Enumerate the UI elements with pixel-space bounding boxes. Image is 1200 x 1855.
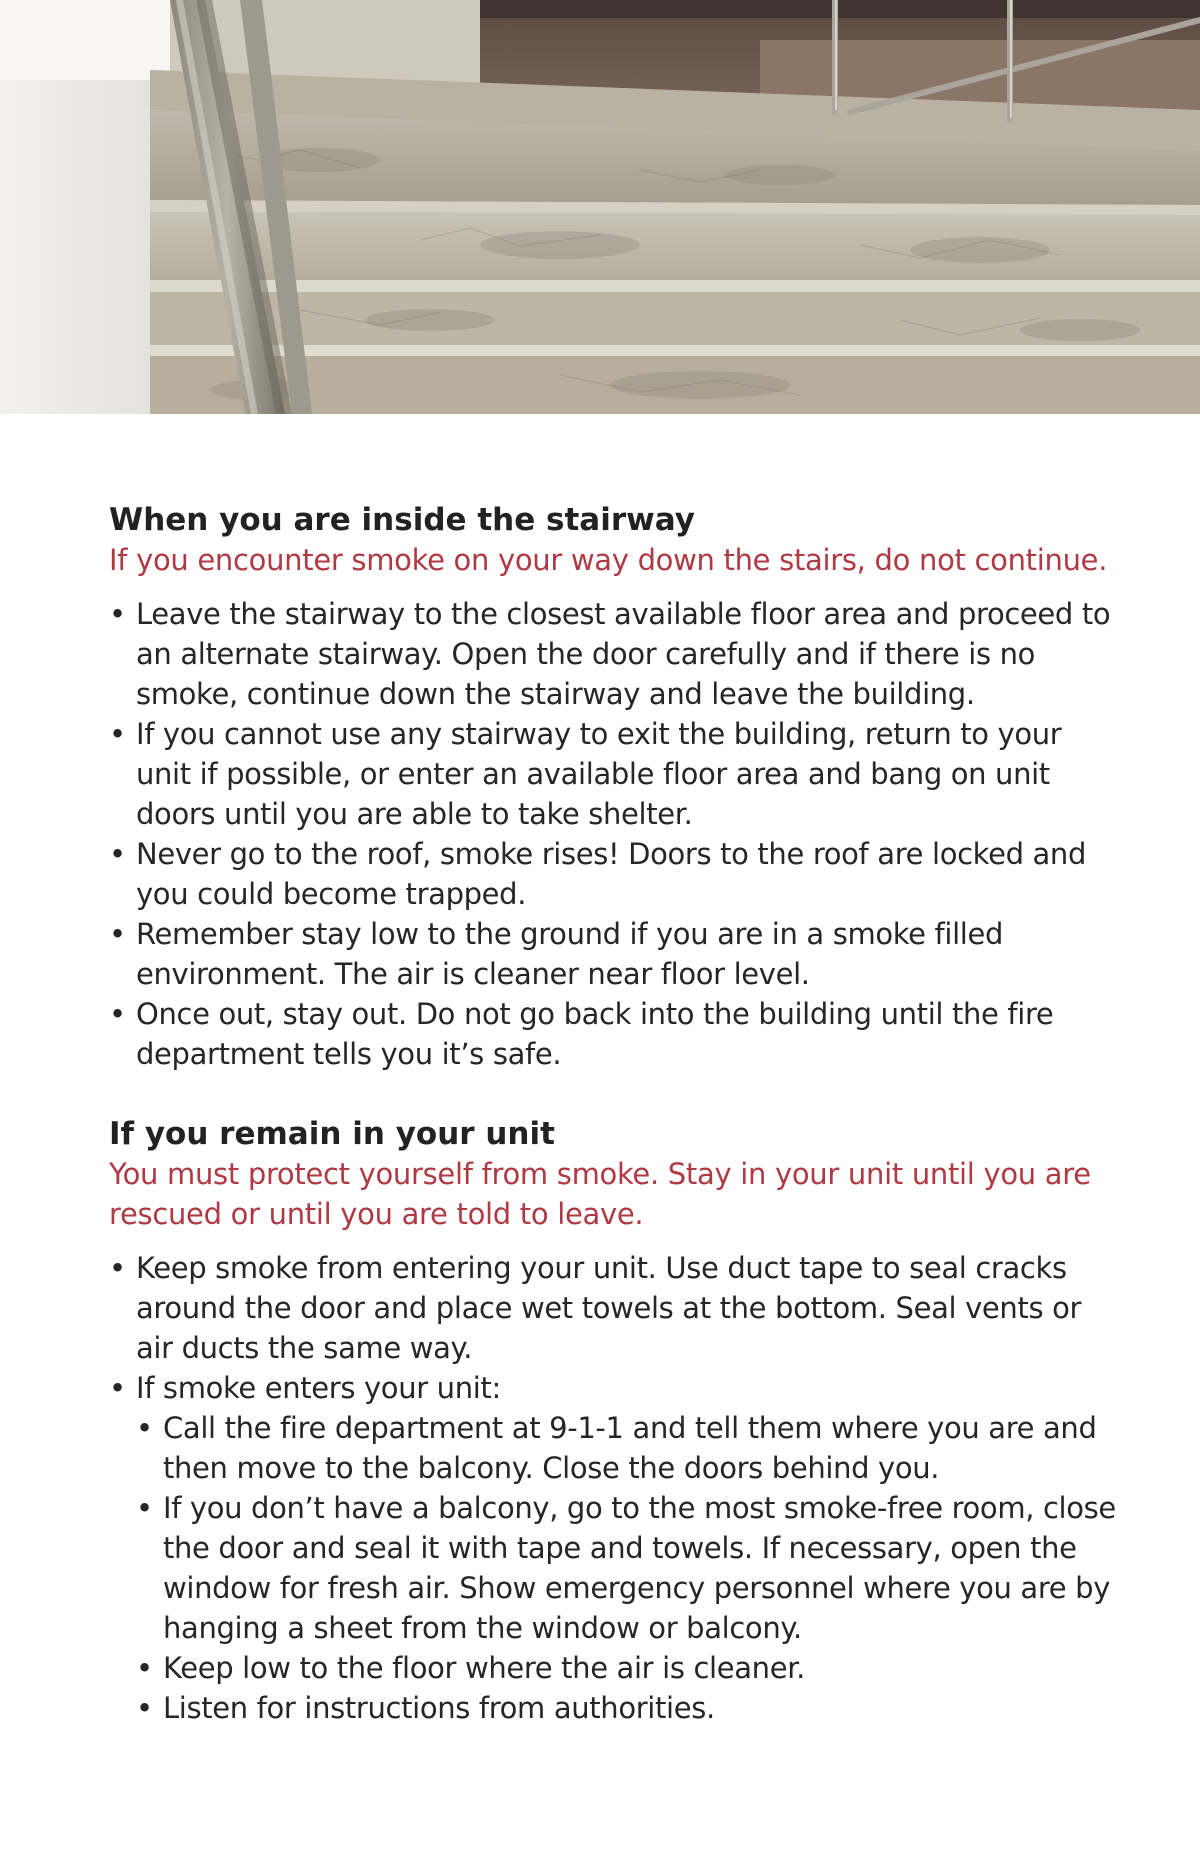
sub-list-item: [136, 1648, 1119, 1688]
list-item-text: Listen for instructions from authorities.: [163, 1691, 715, 1725]
bullet-icon: •: [109, 917, 126, 951]
list-item: [109, 834, 1119, 914]
instruction-list: [109, 1248, 1119, 1728]
list-item: [109, 714, 1119, 834]
bullet-icon: •: [136, 1651, 153, 1685]
sub-instruction-list: [136, 1408, 1119, 1728]
section-lead: You must protect yourself from smoke. Stay in your unit until you are rescued or until you are told to leave.: [109, 1157, 1091, 1231]
stairway-photo: [0, 0, 1200, 414]
list-item-text: Never go to the roof, smoke rises! Doors to the roof are locked and you could become trapped.: [136, 837, 1087, 911]
section-lead: If you encounter smoke on your way down the stairs, do not continue.: [109, 543, 1108, 577]
list-item: [109, 994, 1119, 1074]
sub-list-item: [136, 1688, 1119, 1728]
bullet-icon: •: [109, 717, 126, 751]
fire-safety-instructions: [109, 500, 1119, 1728]
list-item-text: Remember stay low to the ground if you are in a smoke filled environment. The air is cleaner near floor level.: [136, 917, 1004, 991]
section-heading: If you remain in your unit: [109, 1116, 555, 1152]
list-item: [109, 914, 1119, 994]
section-remain-in-unit: [109, 1114, 1119, 1728]
bullet-icon: •: [109, 1371, 126, 1405]
bullet-icon: •: [136, 1491, 153, 1525]
instruction-list: [109, 594, 1119, 1074]
bullet-icon: •: [109, 597, 126, 631]
bullet-icon: •: [109, 997, 126, 1031]
list-item-text: Keep smoke from entering your unit. Use duct tape to seal cracks around the door and place wet towels at the bottom. Seal vents or air ducts the same way.: [136, 1251, 1082, 1365]
list-item-text: If you don’t have a balcony, go to the most smoke-free room, close the door and seal it with tape and towels. If necessary, open the window for fresh air. Show emergency personnel where you are by hanging a sheet from the window or balcony.: [163, 1491, 1116, 1645]
bullet-icon: •: [136, 1411, 153, 1445]
list-item-text: Keep low to the floor where the air is cleaner.: [163, 1651, 805, 1685]
list-item-text: Once out, stay out. Do not go back into the building until the fire department tells you it’s safe.: [136, 997, 1054, 1071]
section-heading: When you are inside the stairway: [109, 502, 695, 538]
list-item: [109, 594, 1119, 714]
bullet-icon: •: [109, 837, 126, 871]
bullet-icon: •: [109, 1251, 126, 1285]
section-inside-stairway: [109, 500, 1119, 1074]
bullet-icon: •: [136, 1691, 153, 1725]
list-item-text: Leave the stairway to the closest available floor area and proceed to an alternate stairway. Open the door carefully and if there is no smoke, continue down the stairway and leave the building.: [136, 597, 1111, 711]
sub-list-item: [136, 1408, 1119, 1488]
list-item-text: Call the fire department at 9-1-1 and tell them where you are and then move to the balcony. Close the doors behind you.: [163, 1411, 1097, 1485]
sub-list-item: [136, 1488, 1119, 1648]
stairway-photo-illustration: [0, 0, 1200, 414]
list-item: [109, 1368, 1119, 1728]
list-item-text: If you cannot use any stairway to exit the building, return to your unit if possible, or enter an available floor area and bang on unit doors until you are able to take shelter.: [136, 717, 1062, 831]
list-item: [109, 1248, 1119, 1368]
list-item-text: If smoke enters your unit:: [136, 1371, 501, 1405]
